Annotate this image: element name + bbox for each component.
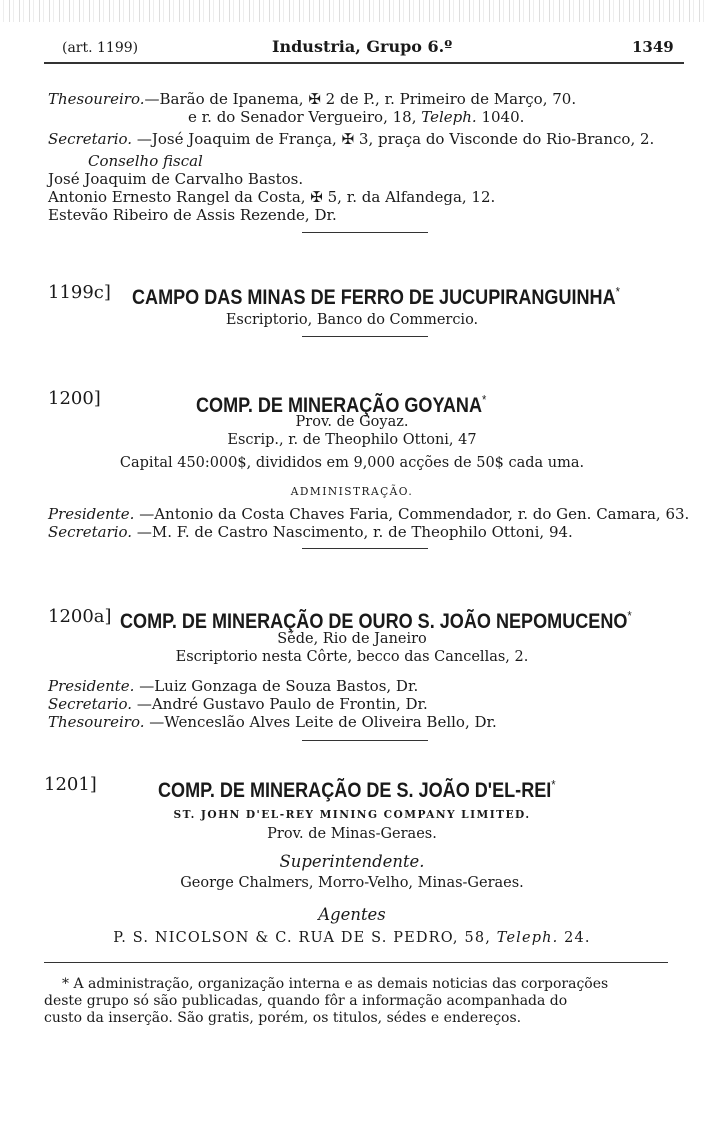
secretary-line [48,130,654,148]
role-label: Presidente. [48,677,135,695]
separator-rule [302,336,428,337]
entry-number: 1199c] [48,282,111,303]
entry-number: 1201] [44,774,97,795]
footnote-line: deste grupo só são publicadas, quando fôr a informação acompanhada do [44,993,568,1009]
footnote-marker: * [551,777,556,792]
company-name [132,280,620,310]
header-title: Industria, Grupo 6.º [272,37,453,56]
company-name [158,773,556,803]
footnote-marker: * [481,392,487,407]
role-label: Presidente. [48,505,135,523]
scan-noise [0,0,704,22]
entry-number-text: 1200a] [48,606,112,627]
agents-line [12,928,692,946]
superintendent-title: Superintendente. [279,852,425,872]
superintendent-name: George Chalmers, Morro-Velho, Minas-Geraes. [180,873,524,891]
company-name-text: COMP. DE MINERAÇÃO DE S. JOÃO D'EL-REI [158,779,552,802]
role-label: Thesoureiro. [48,713,145,731]
entry-number: 1200] [48,388,101,409]
phone-number: 24. [558,928,591,946]
english-company-name: ST. JOHN D'EL-REY MINING COMPANY LIMITED. [173,808,531,821]
administration-title: ADMINISTRAÇÃO. [290,485,414,498]
teleph-label: Teleph. [421,108,477,126]
company-name-text: COMP. DE MINERAÇÃO GOYANA [196,394,482,417]
agents-address: P. S. NICOLSON & C. RUA DE S. PEDRO, 58, [113,928,497,946]
treasurer-line-2 [188,108,524,126]
person-entry: —Luiz Gonzaga de Souza Bastos, Dr. [134,677,419,695]
council-member: José Joaquim de Carvalho Bastos. [48,170,304,188]
role-label: Thesoureiro. [48,90,145,108]
secretary-line [48,695,428,713]
person-entry: —M. F. de Castro Nascimento, r. de Theophilo Ottoni, 94. [132,523,573,541]
person-entry: —José Joaquim de França, ✠ 3, praça do Visconde do Rio-Branco, 2. [132,130,655,148]
role-label: Secretario. [48,130,133,148]
header-article-ref: (art. 1199) [62,40,139,56]
separator-rule [302,548,428,549]
seat: Séde, Rio de Janeiro [277,629,427,647]
separator-rule [302,740,428,741]
address-text: e r. do Senador Vergueiro, 18, [188,108,422,126]
office-address: Escriptorio, Banco do Commercio. [225,310,479,328]
company-name-text: COMP. DE MINERAÇÃO DE OURO S. JOÃO NEPOMUCENO [120,610,628,633]
header-rule [44,62,684,64]
person-entry: —Barão de Ipanema, ✠ 2 de P., r. Primeiro de Março, 70. [144,90,577,108]
separator-rule [302,232,428,233]
office-address: Escriptorio nesta Côrte, becco das Cancellas, 2. [175,647,529,665]
capital-line: Capital 450:000$, divididos em 9,000 acções de 50$ cada uma. [119,453,585,471]
council-title: Conselho fiscal [88,152,203,170]
person-entry: —Wenceslão Alves Leite de Oliveira Bello, Dr. [144,713,497,731]
secretary-line [48,523,573,541]
page-number: 1349 [632,38,674,56]
office-address: Escrip., r. de Theophilo Ottoni, 47 [227,430,477,448]
treasurer-line [48,90,576,108]
council-member: Estevão Ribeiro de Assis Rezende, Dr. [48,206,337,224]
person-entry: —Antonio da Costa Chaves Faria, Commendador, r. do Gen. Camara, 63. [134,505,690,523]
role-label: Secretario. [48,695,133,713]
footnote-line: * A administração, organização interna e as demais noticias das corporações [62,976,609,992]
treasurer-line [48,713,497,731]
province: Prov. de Minas-Geraes. [267,824,437,842]
entry-number [48,606,112,628]
footnote-marker: * [627,608,632,623]
person-entry: —André Gustavo Paulo de Frontin, Dr. [132,695,428,713]
phone-number: 1040. [476,108,525,126]
president-line [48,505,689,523]
teleph-label: Teleph. [496,928,559,946]
footnote-line: custo da inserção. São gratis, porém, os titulos, sédes e endereços. [44,1010,522,1026]
company-name-text: CAMPO DAS MINAS DE FERRO DE JUCUPIRANGUINHA [132,286,616,309]
footnote-rule [44,962,668,963]
province: Prov. de Goyaz. [295,412,409,430]
council-member: Antonio Ernesto Rangel da Costa, ✠ 5, r. da Alfandega, 12. [48,188,496,206]
agents-title: Agentes [318,905,386,925]
footnote-marker: * [615,284,620,299]
president-line [48,677,418,695]
role-label: Secretario. [48,523,133,541]
